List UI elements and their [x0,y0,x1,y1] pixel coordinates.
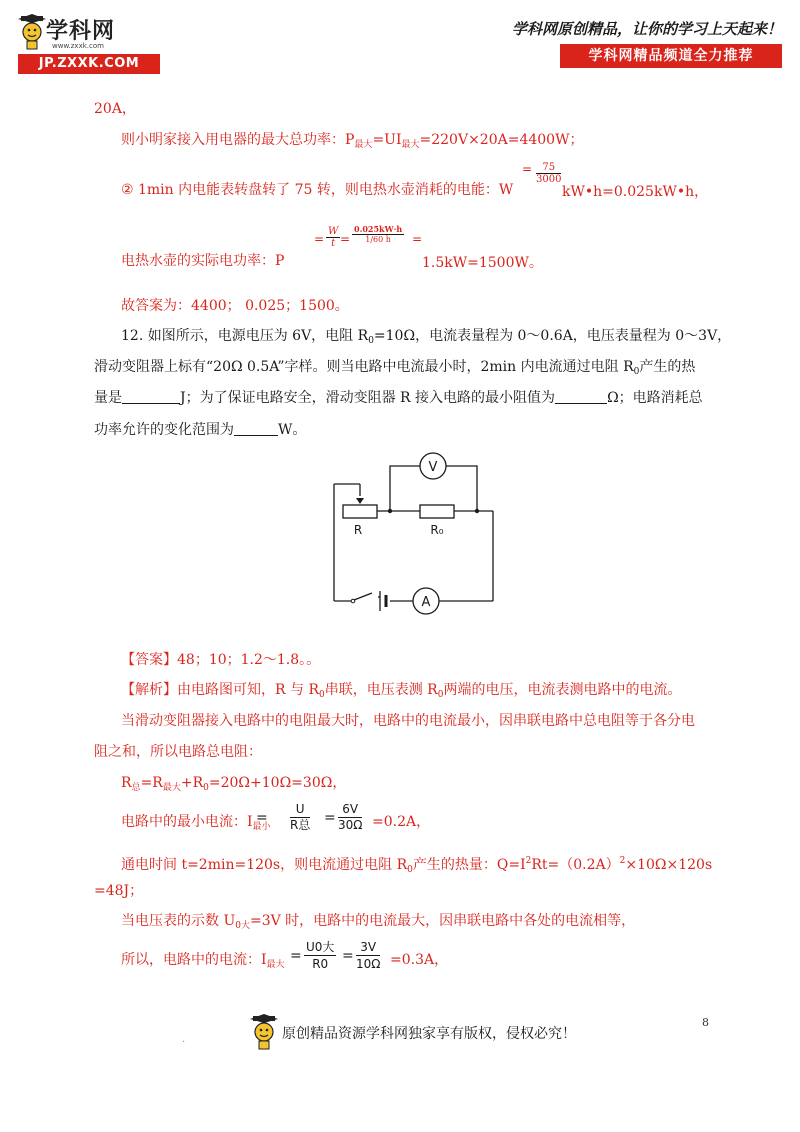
header-tag: 学科网精品频道全力推荐 [560,44,782,68]
rheostat-icon [343,505,377,518]
equals-sign: = [314,232,325,246]
analysis-text: =0.2A， [372,814,431,830]
answer-text: 【答案】48；10；1.2～1.8。。 [121,652,321,668]
fraction: $\frac{6V}{30\Omega}$ [338,802,363,832]
analysis-text: =48J； [94,883,144,899]
analysis-text: 通电时间 t=2min=120s，则电流通过电阻 $R_0$产生的热量：$Q=I^2Rt=(0.2A)^2\times 10\Omega\times 120s$ [121,856,713,875]
question-text: 12. 如图所示，电源电压为 6V，电阻 $R_0=10\Omega$，电流表量程为 0～0.6A，电压表量程为 0～3V， [121,328,732,346]
logo [18,12,168,74]
question-text: 滑动变阻器上标有“20Ω 0.5A”字样。则当电路中电流最小时，2min 内电流通过电阻 $R_0$产生的热 [94,359,696,377]
fraction: $\frac{75}{3000}$ [536,162,562,185]
fraction: U R总 [290,802,311,832]
header-slogan: 学科网原创精品，让你的学习上天起来！ [511,20,782,38]
fraction: $\frac{W}{t}$ [328,226,339,249]
text-line: 电热水壶的实际电功率：P [121,253,285,269]
question-text: 功率允许的变化范围为 W。 [94,422,307,438]
text-line: 20A， [94,101,136,117]
mascot-icon [18,14,48,50]
equals-sign: = [522,162,533,176]
analysis-text: 【解析】由电路图可知，R 与 $R_0$串联，电压表测 $R_0$两端的电压，电流表测电路中的电流。 [121,682,682,700]
voltmeter-label: V [428,460,438,475]
equals-sign: = [342,948,354,964]
equals-sign: = [290,948,302,964]
equals-sign: = [256,810,268,826]
footer-dot: . [182,1034,186,1045]
analysis-text: 当滑动变阻器接入电路中的电阻最大时，电路中的电流最小，因串联电路中总电阻等于各分电 [121,713,695,729]
text-line: 则小明家接入用电器的最大总功率：$P_{最大}=UI_{最大}=220V\times 20A=4400W$； [121,132,584,150]
fraction: $\frac{3V}{10\Omega}$ [356,940,381,971]
logo-bar: JP.ZXXK.COM [18,54,160,74]
resistor-icon [420,505,454,518]
analysis-text: 当电压表的示数 $U_{0大}=3V$ 时，电路中的电流最大，因串联电路中各处的电流相等， [121,913,636,931]
footer-copyright: 原创精品资源学科网独家享有版权，侵权必究！ [282,1026,576,1042]
fraction: $\frac{0.025kW\cdot h}{1/60 h}$ [354,224,403,244]
logo-brand: 学科网 [46,19,116,44]
text-line: kW•h=0.025kW•h， [562,184,709,200]
text-line: 1.5kW=1500W。 [422,255,543,271]
ammeter-label: A [421,595,431,610]
text-line: ② 1min 内电能表转盘转了 75 转，则电热水壶消耗的电能：W [121,182,514,198]
resistor-label: R₀ [430,523,444,537]
answer-blank [555,389,607,404]
analysis-text: $R_总=R_{最大}+R_0=20\Omega+10\Omega=30\Omega$， [121,775,347,793]
analysis-text: =0.3A， [390,952,449,968]
page-number: 8 [702,1016,709,1029]
equals-sign: = [412,232,423,246]
answer-blank [122,389,180,404]
mascot-icon [250,1014,280,1050]
rheostat-label: R [353,523,363,537]
equals-sign: = [324,810,336,826]
circuit-diagram [320,446,510,616]
logo-url: www.zxxk.com [52,42,104,50]
question-text: 量是 J；为了保证电路安全，滑动变阻器 R 接入电路的最小阻值为 Ω；电路消耗总 [94,390,703,406]
text-line: 故答案为：4400； 0.025；1500。 [121,298,349,314]
analysis-text: 电路中的最小电流：$I_{最小}$ [121,814,271,832]
analysis-text: 阻之和，所以电路总电阻： [94,744,262,760]
analysis-text: 所以，电路中的电流：$I_{最大}$ [121,952,285,970]
equals-sign: = [340,232,351,246]
answer-blank [234,421,278,436]
fraction: U0大 R0 [306,940,335,971]
